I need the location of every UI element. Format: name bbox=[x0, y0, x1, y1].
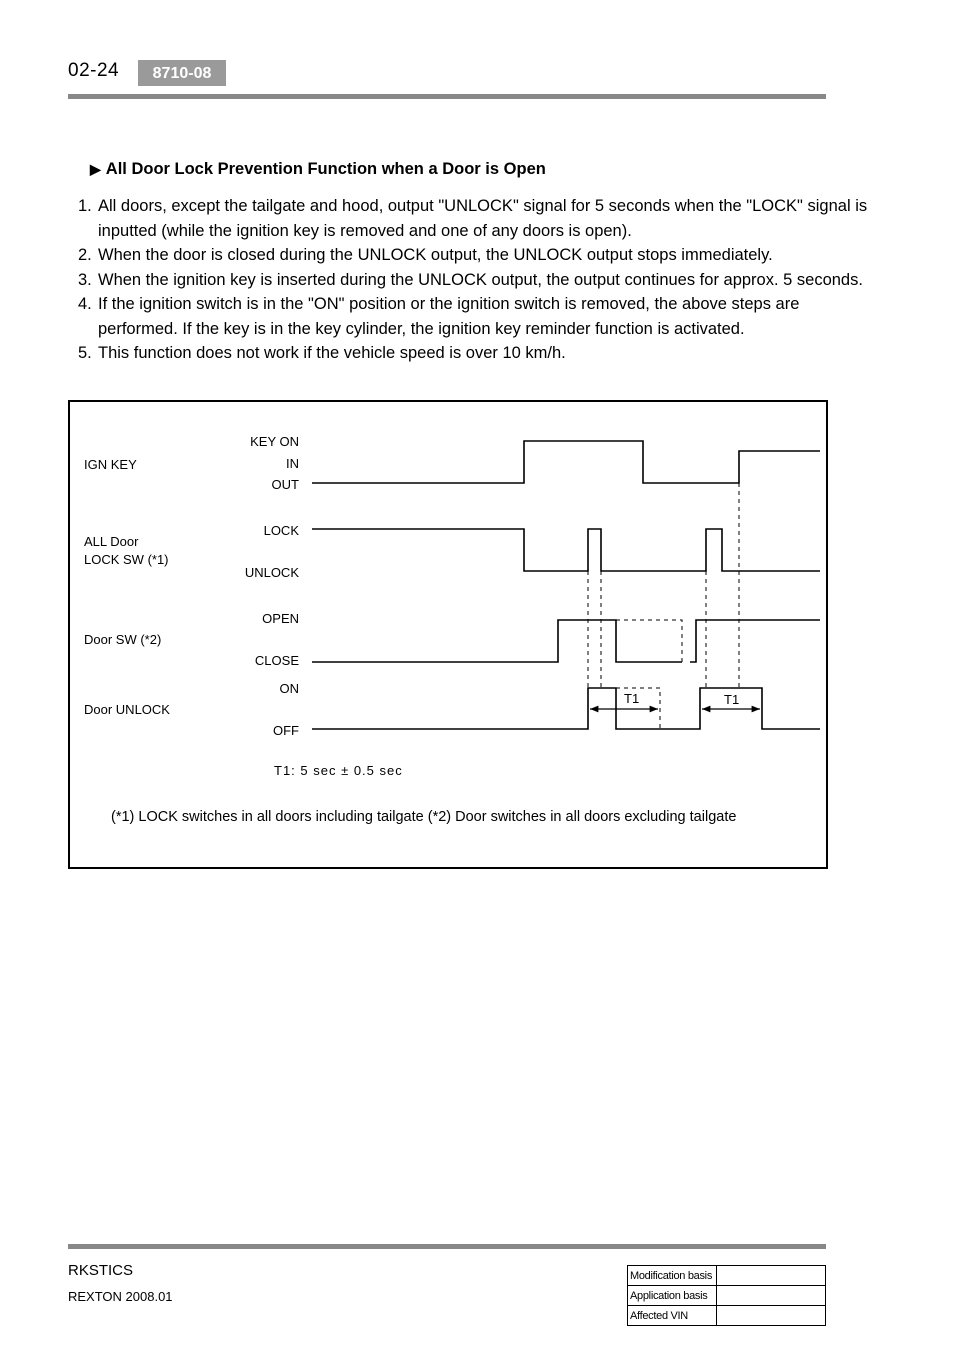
table-row bbox=[628, 1266, 826, 1286]
waveform-door-sw-2 bbox=[690, 620, 820, 662]
timing-diagram bbox=[68, 400, 828, 869]
step-number: 4. bbox=[78, 295, 92, 313]
timing-diagram-svg bbox=[70, 402, 826, 867]
state-label-on: ON bbox=[279, 681, 299, 696]
t1-label-second: T1 bbox=[724, 692, 740, 707]
section-code-badge: 8710-08 bbox=[138, 60, 226, 86]
waveform-ign-key bbox=[312, 441, 820, 483]
state-label-in: IN bbox=[286, 456, 299, 471]
state-label-open: OPEN bbox=[262, 611, 299, 626]
step-number: 2. bbox=[78, 246, 92, 264]
state-label-close: CLOSE bbox=[254, 653, 299, 668]
step-text: When the door is closed during the UNLOCK output, the UNLOCK output stops immediately. bbox=[98, 246, 773, 264]
list-item bbox=[78, 268, 868, 293]
state-label-off: OFF bbox=[273, 723, 299, 738]
step-text: All doors, except the tailgate and hood, output "UNLOCK" signal for 5 seconds when the "LOCK" signal is inputted (while the ignition key is removed and one of any doors is open). bbox=[98, 197, 868, 240]
section-heading bbox=[90, 160, 546, 179]
footer-left bbox=[68, 1262, 173, 1304]
footnote: (*1) LOCK switches in all doors including tailgate (*2) Door switches in all doors excluding tailgate bbox=[111, 809, 737, 825]
t1-label-first: T1 bbox=[624, 691, 640, 706]
triangle-bullet-icon: ▶ bbox=[90, 161, 101, 177]
table-cell-value bbox=[717, 1306, 826, 1326]
state-label-key-on: KEY ON bbox=[250, 434, 299, 449]
brand-text: RKSTICS bbox=[68, 1262, 134, 1279]
state-label-unlock: UNLOCK bbox=[244, 565, 299, 580]
state-label-out: OUT bbox=[271, 477, 299, 492]
table-row bbox=[628, 1306, 826, 1326]
steps-list bbox=[78, 194, 868, 366]
table-cell-value bbox=[717, 1266, 826, 1286]
list-item bbox=[78, 194, 868, 243]
step-text: This function does not work if the vehicle speed is over 10 km/h. bbox=[98, 344, 566, 362]
step-text: When the ignition key is inserted during the UNLOCK output, the output continues for approx. 5 seconds. bbox=[98, 270, 863, 289]
footer-rule bbox=[68, 1244, 826, 1249]
state-label-lock: LOCK bbox=[263, 523, 299, 538]
section-heading-text: All Door Lock Prevention Function when a Door is Open bbox=[105, 160, 546, 178]
step-text: If the ignition switch is in the "ON" position or the ignition switch is removed, the above steps are performed. If the key is in the key cylinder, the ignition key reminder function is activated. bbox=[98, 295, 800, 338]
step-number: 5. bbox=[78, 344, 92, 362]
model-text: REXTON 2008.01 bbox=[68, 1289, 173, 1304]
waveform-lock-sw bbox=[312, 529, 820, 571]
table-cell-label: Affected VIN bbox=[628, 1306, 717, 1326]
list-item bbox=[78, 341, 868, 366]
signal-name-all-door: ALL Door bbox=[84, 534, 139, 549]
table-cell-label: Application basis bbox=[628, 1286, 717, 1306]
signal-name-door-sw: Door SW (*2) bbox=[84, 632, 162, 647]
signal-name-door-unlock: Door UNLOCK bbox=[84, 702, 170, 717]
list-item bbox=[78, 292, 868, 341]
table-cell-label: Modification basis bbox=[628, 1266, 717, 1286]
signal-name-ign-key: IGN KEY bbox=[84, 457, 137, 472]
page-number: 02-24 bbox=[68, 60, 120, 81]
table-row bbox=[628, 1286, 826, 1306]
revision-info-table bbox=[627, 1265, 826, 1326]
waveform-door-sw bbox=[312, 620, 682, 662]
step-number: 1. bbox=[78, 197, 92, 215]
header-rule bbox=[68, 94, 826, 99]
step-number: 3. bbox=[78, 270, 92, 289]
t1-note: T1: 5 sec ± 0.5 sec bbox=[274, 763, 403, 778]
table-cell-value bbox=[717, 1286, 826, 1306]
list-item bbox=[78, 243, 868, 268]
door-sw-alt-dashed bbox=[616, 620, 682, 662]
signal-name-lock-sw: LOCK SW (*1) bbox=[84, 552, 169, 567]
